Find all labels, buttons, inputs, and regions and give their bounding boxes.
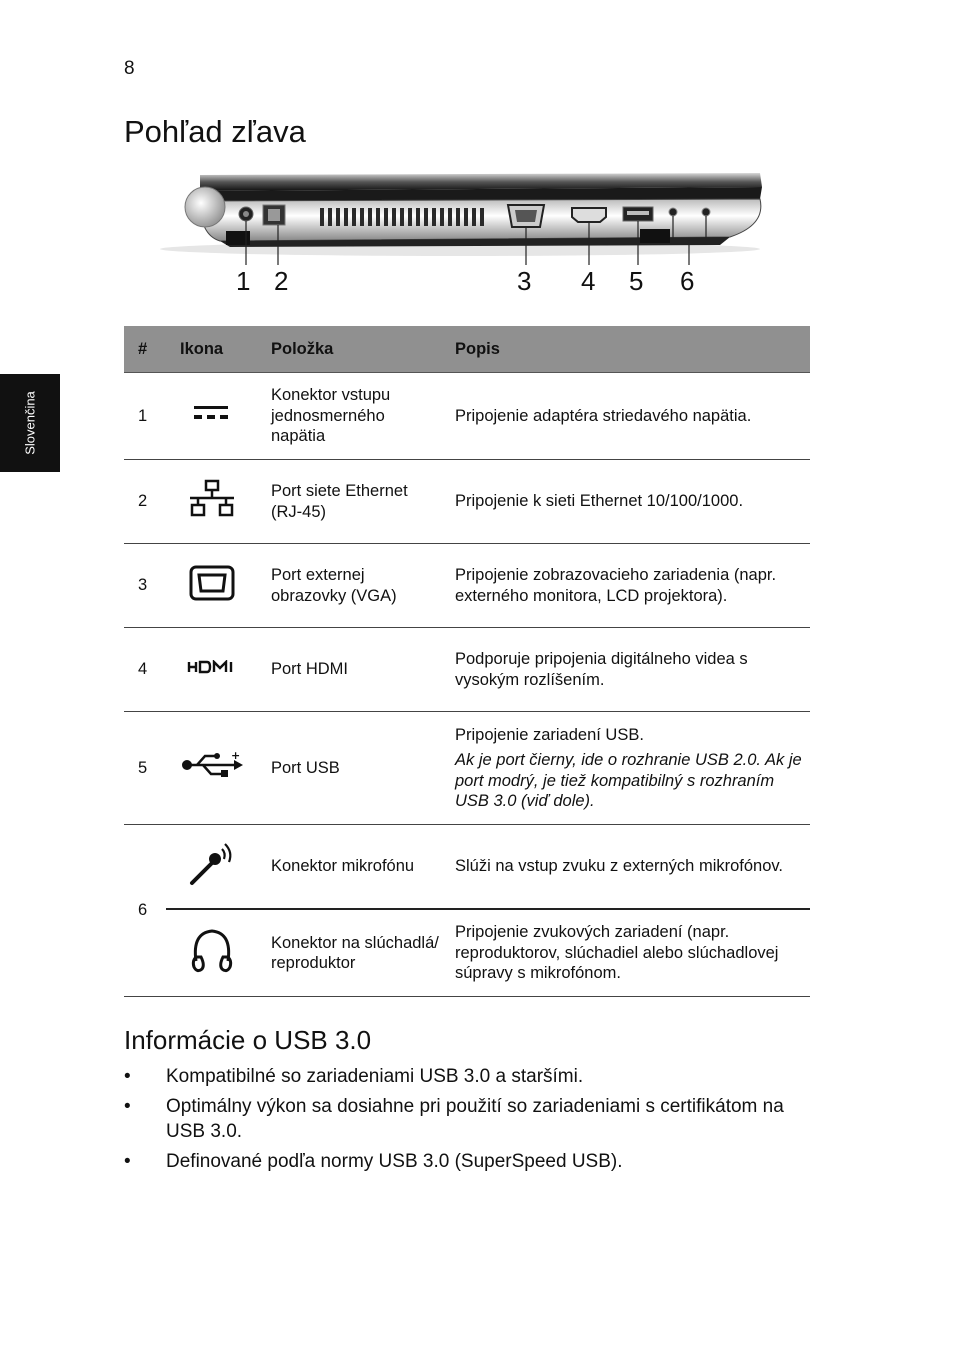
table-header-row — [124, 326, 810, 373]
usb-note: Ak je port čierny, ide o rozhranie USB 2.0. Ak je port modrý, je tiež kompatibilný s rozhraním USB 3.0 (viď dole). — [455, 751, 802, 810]
table-row — [124, 373, 810, 460]
headphones-icon — [190, 925, 234, 975]
bullet: • — [124, 1096, 131, 1117]
language-side-tab — [0, 374, 60, 472]
row-description: Pripojenie k sieti Ethernet 10/100/1000. — [441, 460, 810, 544]
usb-icon — [181, 750, 243, 780]
bullet: • — [124, 1066, 131, 1087]
row-item: Konektor vstupu jednosmerného napätia — [257, 373, 441, 460]
header-description: Popis — [441, 326, 810, 373]
ethernet-icon — [188, 479, 236, 519]
row-description — [441, 712, 810, 825]
svg-text:+: + — [230, 750, 240, 763]
row-number: 5 — [124, 712, 166, 825]
header-item: Položka — [257, 326, 441, 373]
side-tab-label: Slovenčina — [22, 391, 38, 455]
list-item — [124, 1094, 814, 1144]
row-item: Port externej obrazovky (VGA) — [257, 544, 441, 628]
row-number: 2 — [124, 460, 166, 544]
row-item: Konektor na slúchadlá/ reproduktor — [257, 909, 441, 997]
usb-info-list — [124, 1064, 814, 1179]
list-item-text: Definované podľa normy USB 3.0 (SuperSpeed USB). — [166, 1151, 623, 1172]
row-number: 4 — [124, 628, 166, 712]
table-row — [124, 825, 810, 910]
page-number: 8 — [124, 58, 135, 79]
callout-4: 4 — [581, 266, 596, 296]
row-number: 1 — [124, 373, 166, 460]
list-item-text: Kompatibilné so zariadeniami USB 3.0 a staršími. — [166, 1066, 584, 1087]
vga-icon — [188, 564, 236, 602]
callout-6: 6 — [680, 266, 695, 296]
usb-description: Pripojenie zariadení USB. — [455, 725, 644, 744]
row-item: Konektor mikrofónu — [257, 825, 441, 910]
callout-1: 1 — [236, 266, 251, 296]
list-item-text: Optimálny výkon sa dosiahne pri použití so zariadeniami s certifikátom na USB 3.0. — [166, 1096, 784, 1142]
row-description: Pripojenie zvukových zariadení (napr. reproduktorov, slúchadiel alebo slúchadlovej súpravy s mikrofónom. — [441, 909, 810, 997]
row-item: Port siete Ethernet (RJ-45) — [257, 460, 441, 544]
header-number: # — [124, 326, 166, 373]
row-description: Pripojenie adaptéra striedavého napätia. — [441, 373, 810, 460]
header-icon: Ikona — [166, 326, 257, 373]
list-item — [124, 1064, 814, 1089]
dc-in-icon — [192, 401, 232, 425]
row-number: 6 — [124, 825, 166, 997]
row-item: Port USB — [257, 712, 441, 825]
microphone-icon — [188, 841, 236, 887]
callout-3: 3 — [517, 266, 532, 296]
row-number: 3 — [124, 544, 166, 628]
callout-2: 2 — [274, 266, 289, 296]
callout-5: 5 — [629, 266, 644, 296]
row-description: Pripojenie zobrazovacieho zariadenia (napr. externého monitora, LCD projektora). — [441, 544, 810, 628]
bullet: • — [124, 1151, 131, 1172]
table-row — [124, 909, 810, 997]
table-row — [124, 544, 810, 628]
row-item: Port HDMI — [257, 628, 441, 712]
list-item — [124, 1149, 814, 1174]
hdmi-icon — [187, 660, 237, 674]
ports-table — [124, 326, 810, 997]
table-row — [124, 628, 810, 712]
row-description: Slúži na vstup zvuku z externých mikrofónov. — [441, 825, 810, 910]
table-row — [124, 460, 810, 544]
usb-section-title: Informácie o USB 3.0 — [124, 1025, 372, 1055]
table-row — [124, 712, 810, 825]
row-description: Podporuje pripojenia digitálneho videa s vysokým rozlíšením. — [441, 628, 810, 712]
page-title: Pohľad zľava — [124, 114, 306, 149]
